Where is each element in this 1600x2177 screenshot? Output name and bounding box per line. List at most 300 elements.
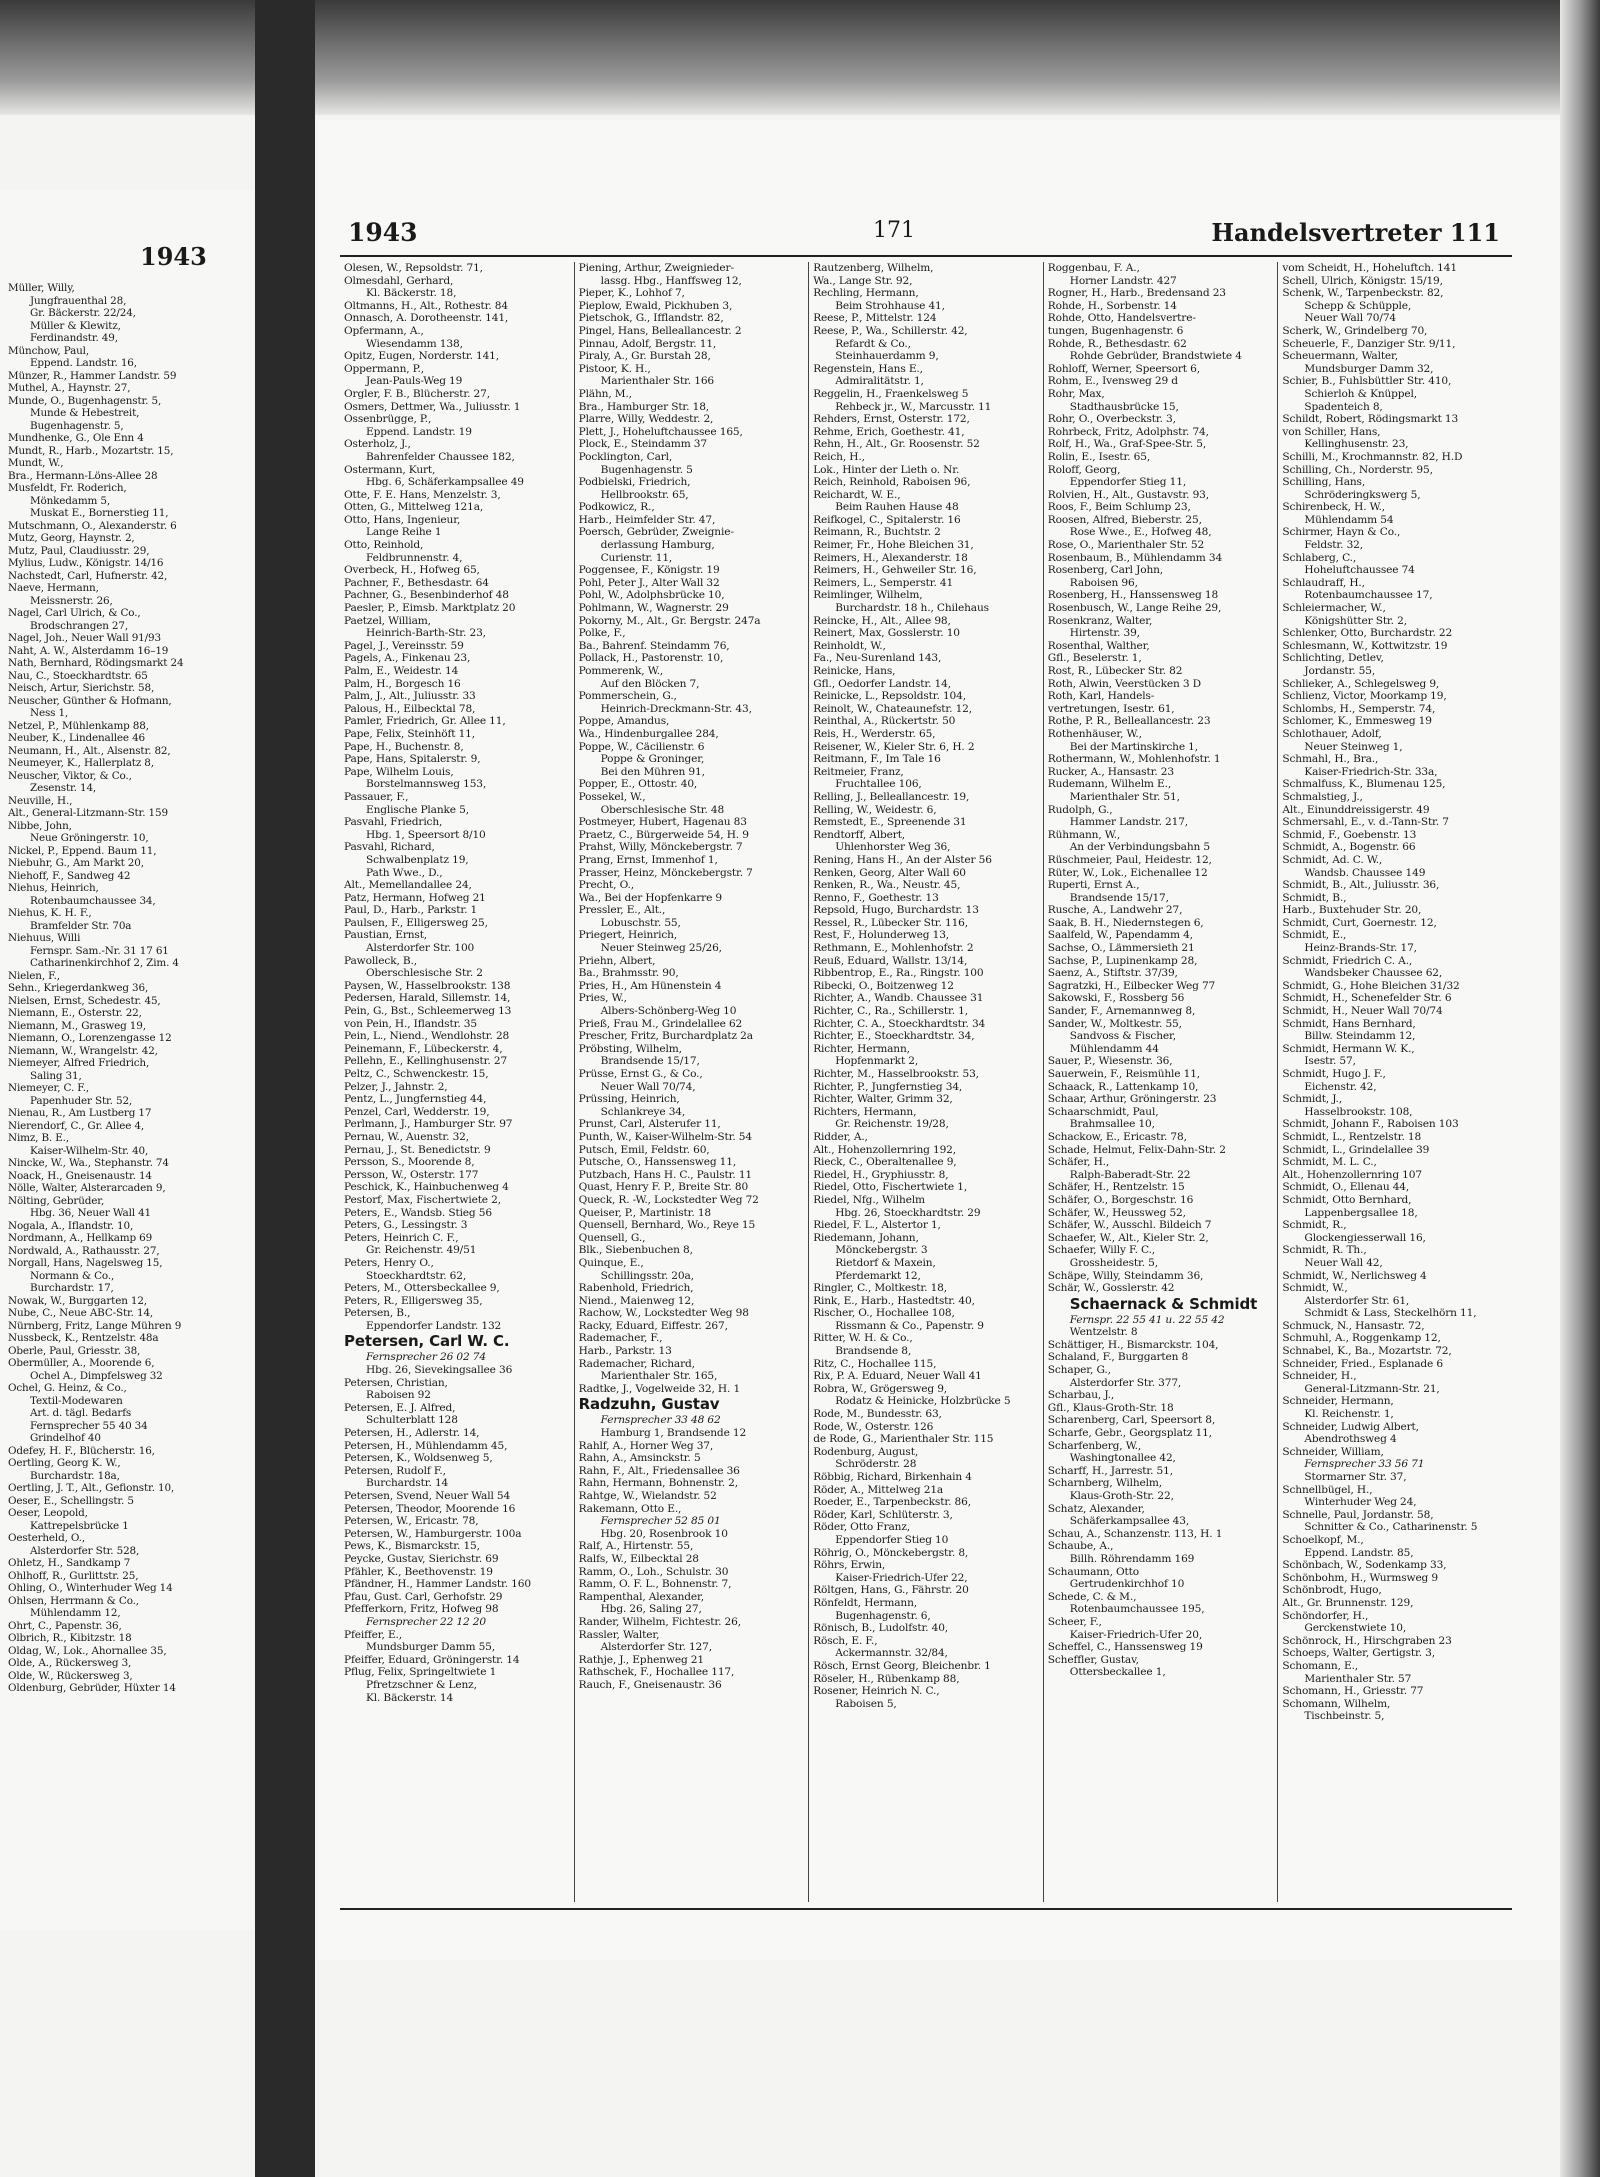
directory-entry: Rosenkranz, Walter, [1047, 614, 1153, 627]
directory-entry: Rosenberg, Carl John, [1047, 564, 1164, 577]
directory-entry: Burchardstr. 18 h., Chilehaus [835, 602, 989, 615]
directory-entry: Harb., Buxtehuder Str. 20, [1282, 904, 1422, 917]
directory-entry: Roloff, Georg, [1047, 463, 1121, 476]
directory-entry: Pestorf, Max, Fischertwiete 2, [344, 1193, 501, 1206]
directory-entry: Prang, Ernst, Immenhof 1, [578, 853, 718, 866]
directory-entry: Hbg. 26, Sievekingsallee 36 [366, 1364, 513, 1377]
directory-entry: Schmidt, Curt, Goernestr. 12, [1282, 916, 1437, 929]
directory-entry: Ba., Bahrenf. Steindamm 76, [578, 639, 730, 652]
directory-entry: Raboisen 92 [366, 1389, 431, 1402]
directory-entry: Niemann, M., Grasweg 19, [8, 1019, 146, 1032]
directory-entry: Roth, Karl, Handels- [1047, 690, 1155, 703]
directory-entry: Schmidt, G., Hohe Bleichen 31/32 [1282, 979, 1460, 992]
directory-entry: Curienstr. 11, [600, 551, 673, 564]
directory-entry: Schomann, E., [1282, 1659, 1359, 1672]
directory-entry: Reimers, H., Gehweiler Str. 16, [813, 564, 977, 577]
directory-entry: Washingtonallee 42, [1069, 1452, 1176, 1465]
directory-entry: Schäfer, W., Ausschl. Bildeich 7 [1047, 1219, 1212, 1232]
directory-entry: Schulterblatt 128 [366, 1414, 458, 1427]
directory-entry: Scheer, F., [1047, 1615, 1102, 1628]
directory-column-1 [340, 262, 574, 1902]
directory-entry: Harb., Heimfelder Str. 47, [578, 513, 716, 526]
directory-entry: Ossenbrügge, P., [344, 413, 432, 426]
directory-entry: Ribecki, O., Boitzenweg 12 [813, 979, 954, 992]
directory-entry: Sagratzki, H., Eilbecker Weg 77 [1047, 979, 1216, 992]
directory-entry: Reinicke, Hans, [813, 665, 896, 677]
directory-entry: Schönrock, H., Hirschgraben 23 [1282, 1634, 1452, 1647]
directory-entry: Pfähler, K., Beethovenstr. 19 [344, 1565, 493, 1578]
directory-entry: Rüter, W., Lok., Eichenallee 12 [1047, 866, 1208, 879]
directory-entry: Gfl., Klaus-Groth-Str. 18 [1047, 1401, 1174, 1414]
directory-entry: Brodschrangen 27, [30, 619, 128, 632]
directory-entry: Schär, W., Gosslerstr. 42 [1047, 1282, 1175, 1295]
directory-entry: Pein, L., Niend., Wendlohstr. 28 [344, 1030, 510, 1043]
directory-entry: Musfeldt, Fr. Roderich, [8, 482, 127, 494]
directory-entry: Naht, A. W., Alsterdamm 16–19 [8, 644, 169, 657]
directory-entry: Mutz, Georg, Haynstr. 2, [8, 532, 135, 544]
directory-entry: Peycke, Gustav, Sierichstr. 69 [344, 1552, 499, 1565]
directory-entry: Catharinenkirchhof 2, Zim. 4 [30, 957, 179, 969]
directory-entry: Königshütter Str. 2, [1304, 614, 1407, 627]
directory-entry: Olde, W., Rückersweg 3, [8, 1669, 133, 1682]
directory-entry: Schmidt, J., [1282, 1093, 1342, 1106]
directory-entry: Schmidt, R., [1282, 1219, 1347, 1232]
directory-entry: Radtke, J., Vogelweide 32, H. 1 [578, 1382, 741, 1395]
directory-entry: Polke, F., [578, 627, 626, 640]
directory-entry: Schmidt, Friedrich C. A., [1282, 954, 1413, 967]
directory-entry: Hbg. 1, Speersort 8/10 [366, 828, 486, 841]
directory-entry: Rotenbaumchaussee 34, [30, 894, 156, 907]
directory-entry: Mutschmann, O., Alexanderstr. 6 [8, 519, 177, 532]
directory-entry: Sauerwein, F., Reismühle 11, [1047, 1068, 1201, 1080]
directory-entry: Reincke, H., Alt., Allee 98, [813, 614, 951, 627]
directory-entry: Ohling, O., Winterhuder Weg 14 [8, 1582, 173, 1594]
directory-entry: Pflug, Felix, Springeltwiete 1 [344, 1666, 497, 1679]
directory-entry: Pressler, E., Alt., [578, 904, 666, 917]
directory-entry: Palm, E., Weidestr. 14 [344, 665, 459, 677]
directory-entry: Fernsprecher 52 85 01 [600, 1515, 721, 1528]
directory-entry: Richter, E., Stoeckhardtstr. 34, [813, 1030, 975, 1043]
directory-entry: Ruperti, Ernst A., [1047, 879, 1140, 892]
directory-entry: Reimann, R., Buchtstr. 2 [813, 526, 941, 539]
directory-entry: Pape, Wilhelm Louis, [344, 765, 454, 778]
directory-entry: Rink, E., Harb., Hastedtstr. 40, [813, 1294, 975, 1307]
directory-entry: Rohrbeck, Fritz, Adolphstr. 74, [1047, 425, 1209, 438]
directory-entry: Bugenhagenstr. 5, [30, 419, 124, 432]
directory-entry: Olmesdahl, Gerhard, [344, 274, 454, 287]
directory-entry: Reich, Reinhold, Raboisen 96, [813, 476, 971, 489]
directory-entry: Putsche, O., Hanssensweg 11, [578, 1156, 737, 1169]
directory-entry: Schneider, Hermann, [1282, 1395, 1394, 1408]
directory-entry: Rotenbaumchaussee 17, [1304, 589, 1433, 602]
directory-entry: Rohde, H., Sorbenstr. 14 [1047, 299, 1177, 312]
directory-entry: Niemann, E., Osterstr. 22, [8, 1007, 142, 1019]
directory-entry: Beim Strohhause 41, [835, 299, 945, 312]
directory-entry: Peschick, K., Hainbuchenweg 4 [344, 1181, 509, 1194]
directory-entry: Nierendorf, C., Gr. Allee 4, [8, 1119, 145, 1132]
directory-entry: Schmidt, Ad. C. W., [1282, 853, 1383, 866]
directory-entry: Schlothauer, Adolf, [1282, 727, 1382, 740]
directory-entry: Oeser, Leopold, [8, 1507, 88, 1519]
directory-entry: Reggelin, H., Fraenkelsweg 5 [813, 387, 969, 400]
directory-entry: Petersen, W., Ericastr. 78, [344, 1515, 479, 1528]
directory-entry: Saalfeld, W., Papendamm 4, [1047, 929, 1193, 942]
directory-entry: Schmidt, B., Alt., Juliusstr. 36, [1282, 879, 1440, 892]
directory-entry: Noack, H., Gneisenaustr. 14 [8, 1169, 152, 1182]
directory-entry: Beim Rauhen Hause 48 [835, 501, 959, 514]
directory-entry: Fernspr. 22 55 41 u. 22 55 42 [1069, 1313, 1225, 1326]
directory-entry: Pelzer, J., Jahnstr. 2, [344, 1080, 448, 1093]
directory-entry: Otto, Hans, Ingenieur, [344, 513, 461, 526]
directory-entry: Schackow, E., Ericastr. 78, [1047, 1130, 1187, 1143]
directory-entry: Schaarschmidt, Paul, [1047, 1105, 1159, 1118]
directory-entry: Hoheluftchaussee 74 [1304, 564, 1415, 577]
directory-entry: Nordwald, A., Rathausstr. 27, [8, 1244, 160, 1257]
directory-entry: Schmid, F., Goebenstr. 13 [1282, 828, 1417, 841]
directory-entry: Alt., Hohenzollernring 107 [1282, 1168, 1422, 1181]
directory-entry: Kl. Bäckerstr. 18, [366, 287, 457, 300]
directory-entry: Schneider, William, [1282, 1445, 1384, 1458]
directory-entry: Stormarner Str. 37, [1304, 1471, 1407, 1483]
directory-entry: Schmidt, O., Ellenau 44, [1282, 1181, 1410, 1194]
directory-entry: Lappenbergsallee 18, [1304, 1206, 1418, 1219]
directory-entry: Opfermann, A., [344, 324, 424, 337]
directory-entry: Alt., Hohenzollernring 192, [813, 1143, 956, 1156]
directory-entry: Wandsbeker Chaussee 62, [1304, 967, 1443, 980]
directory-entry: Oberschlesische Str. 2 [366, 967, 483, 980]
directory-entry: Rost, R., Lübecker Str. 82 [1047, 665, 1183, 677]
directory-entry: Rehders, Ernst, Osterstr. 172, [813, 413, 970, 426]
directory-entry: Brandsende 8, [835, 1345, 912, 1358]
directory-entry: Neuer Wall 70/74, [600, 1080, 696, 1093]
directory-entry: Olbrich, R., Kibitzstr. 18 [8, 1632, 132, 1644]
header-rule [340, 255, 1512, 257]
directory-entry: Ribbentrop, E., Ra., Ringstr. 100 [813, 967, 984, 980]
directory-entry: Scharnberg, Wilhelm, [1047, 1477, 1163, 1490]
directory-entry: Eppend. Landstr. 19 [366, 425, 472, 438]
directory-entry: Borstelmannsweg 153, [366, 778, 487, 791]
directory-entry: Putsch, Emil, Feldstr. 60, [578, 1143, 710, 1156]
directory-entry: Neumeyer, K., Hallerplatz 8, [8, 757, 154, 769]
directory-entry: Ritter, W. H. & Co., [813, 1332, 913, 1345]
directory-entry: Schaernack & Schmidt [1069, 1294, 1258, 1313]
directory-entry: Rendtorff, Albert, [813, 828, 906, 841]
directory-entry: Schnabel, K., Ba., Mozartstr. 72, [1282, 1345, 1452, 1358]
directory-entry: Gerckenstwiete 10, [1304, 1622, 1407, 1635]
directory-entry: Pohlmann, W., Wagnerstr. 29 [578, 602, 729, 615]
directory-entry: Klaus-Groth-Str. 22, [1069, 1490, 1174, 1502]
directory-entry: Wandsb. Chaussee 149 [1304, 866, 1426, 879]
directory-entry: Pfretzschner & Lenz, [366, 1678, 477, 1691]
directory-entry: Scheuerle, F., Danziger Str. 9/11, [1282, 337, 1456, 350]
directory-entry: Schomann, H., Griesstr. 77 [1282, 1685, 1424, 1698]
directory-entry: Schenk, W., Tarpenbeckstr. 82, [1282, 287, 1444, 300]
directory-entry: Relling, J., Belleallancestr. 19, [813, 790, 970, 803]
directory-entry: Nussbeck, K., Rentzelstr. 48a [8, 1332, 159, 1344]
directory-entry: Schlombs, H., Semperstr. 74, [1282, 702, 1436, 715]
directory-entry: Sachse, O., Lämmersieth 21 [1047, 942, 1195, 955]
directory-entry: Neumann, H., Alt., Alsenstr. 82, [8, 744, 171, 757]
directory-entry: Schäpe, Willy, Steindamm 36, [1047, 1269, 1204, 1282]
directory-entry: Oldenburg, Gebrüder, Hüxter 14 [8, 1682, 176, 1694]
directory-entry: Poggensee, F., Königstr. 19 [578, 564, 720, 577]
directory-entry: Pocklington, Carl, [578, 450, 673, 463]
directory-entry: Mönckebergstr. 3 [835, 1244, 928, 1257]
directory-entry: Schoeps, Walter, Gertigstr. 3, [1282, 1647, 1435, 1660]
directory-entry: Ottersbeckallee 1, [1069, 1666, 1166, 1679]
directory-entry: Podbielski, Friedrich, [578, 476, 691, 489]
directory-entry: Pasvahl, Richard, [344, 841, 435, 854]
directory-entry: Pries, H., Am Hünenstein 4 [578, 979, 722, 992]
directory-entry: Pinnau, Adolf, Bergstr. 11, [578, 337, 717, 350]
directory-entry: Burchardstr. 14 [366, 1477, 449, 1490]
directory-entry: Precht, O., [578, 879, 634, 892]
directory-entry: Nickel, P., Eppend. Baum 11, [8, 844, 157, 857]
directory-entry: Regenstein, Hans E., [813, 362, 923, 375]
directory-entry: Netzel, P., Mühlenkamp 88, [8, 719, 149, 732]
directory-entry: Osterholz, J., [344, 438, 411, 451]
directory-entry: Schier, B., Fuhlsbüttler Str. 410, [1282, 375, 1452, 388]
directory-entry: Marienthaler Str. 57 [1304, 1672, 1412, 1685]
left-page [0, 190, 255, 1930]
directory-entry: Mundsburger Damm 55, [366, 1641, 495, 1654]
directory-entry: Peters, E., Wandsb. Stieg 56 [344, 1206, 492, 1219]
directory-entry: Rusche, A., Landwehr 27, [1047, 904, 1183, 917]
directory-entry: Poppe, W., Cäcilienstr. 6 [578, 740, 705, 753]
directory-entry: Jean-Pauls-Weg 19 [366, 375, 463, 388]
directory-entry: Piraly, A., Gr. Burstah 28, [578, 350, 711, 363]
directory-entry: Rothe, P. R., Belleallancestr. 23 [1047, 715, 1211, 728]
directory-entry: Marienthaler Str. 166 [600, 375, 715, 388]
directory-entry: Opitz, Eugen, Norderstr. 141, [344, 350, 499, 363]
directory-entry: Niehuus, Willi [8, 932, 81, 944]
directory-entry: Eichenstr. 42, [1304, 1080, 1377, 1093]
directory-entry: Textil-Modewaren [30, 1394, 123, 1407]
directory-entry: Schmersahl, E., v. d.-Tann-Str. 7 [1282, 816, 1449, 829]
directory-entry: Mönkedamm 5, [30, 494, 111, 507]
directory-entry: Rehbeck jr., W., Marcusstr. 11 [835, 400, 992, 413]
directory-entry: Rabenhold, Friedrich, [578, 1282, 694, 1295]
directory-entry: Paulsen, F., Elligersweg 25, [344, 916, 488, 929]
directory-entry: Schneider, Fried., Esplanade 6 [1282, 1357, 1443, 1370]
directory-entry: Scheuermann, Walter, [1282, 350, 1399, 363]
directory-entry: Münchow, Paul, [8, 344, 89, 357]
directory-entry: Olde, A., Rückersweg 3, [8, 1657, 132, 1669]
directory-entry: Rohde, R., Bethesdastr. 62 [1047, 337, 1187, 350]
directory-entry: Müller, Willy, [8, 282, 75, 294]
directory-entry: Schlienz, Victor, Moorkamp 19, [1282, 690, 1447, 703]
directory-entry: Schmidt, R. Th., [1282, 1244, 1367, 1257]
directory-entry: Pagels, A., Finkenau 23, [344, 652, 471, 665]
directory-entry: Poppe, Amandus, [578, 715, 670, 728]
directory-entry: Hopfenmarkt 2, [835, 1055, 919, 1068]
directory-entry: Nath, Bernhard, Rödingsmarkt 24 [8, 657, 184, 669]
directory-entry: Fernspr. Sam.-Nr. 31 17 61 [30, 944, 169, 957]
directory-entry: Rösch, E. F., [813, 1634, 878, 1647]
directory-entry: Ferdinandstr. 49, [30, 332, 118, 344]
directory-entry: Ralfs, W., Eilbecktal 28 [578, 1552, 699, 1565]
directory-entry: Rüschmeier, Paul, Heidestr. 12, [1047, 853, 1212, 866]
directory-entry: Quast, Henry F. P., Breite Str. 80 [578, 1181, 749, 1194]
directory-entry: Rose Wwe., E., Hofweg 48, [1069, 526, 1212, 539]
directory-entry: Penzel, Carl, Wedderstr. 19, [344, 1105, 490, 1118]
directory-entry: Rosenbusch, W., Lange Reihe 29, [1047, 602, 1222, 615]
directory-entry: Röhrig, O., Mönckebergstr. 8, [813, 1546, 969, 1559]
directory-entry: Relling, W., Weidestr. 6, [813, 803, 937, 816]
scan-top-shadow [0, 0, 1600, 115]
directory-entry: Kellinghusenstr. 23, [1304, 438, 1409, 451]
directory-entry: Rudemann, Wilhelm E., [1047, 778, 1172, 791]
directory-entry: Alt., General-Litzmann-Str. 159 [8, 807, 168, 819]
directory-entry: Renken, Georg, Alter Wall 60 [813, 866, 966, 879]
directory-entry: Röder, A., Mittelweg 21a [813, 1483, 944, 1496]
directory-entry: Schillingsstr. 20a, [600, 1269, 694, 1282]
directory-entry: Riedel, Otto, Fischertwiete 1, [813, 1181, 968, 1194]
directory-entry: Mutz, Paul, Claudiusstr. 29, [8, 544, 150, 557]
directory-entry: Oertling, Georg K. W., [8, 1457, 121, 1469]
directory-entry: Ridder, A., [813, 1130, 868, 1143]
directory-entry: Marienthaler Str. 165, [600, 1370, 718, 1383]
directory-entry: Rahtge, W., Wielandstr. 52 [578, 1490, 717, 1502]
directory-entry: Otten, G., Mittelweg 121a, [344, 501, 484, 514]
directory-entry: Peters, Henry O., [344, 1256, 434, 1269]
directory-entry: Rühmann, W., [1047, 828, 1121, 841]
directory-entry: Schomann, Wilhelm, [1282, 1697, 1391, 1710]
directory-entry: Punth, W., Kaiser-Wilhelm-Str. 54 [578, 1130, 752, 1143]
directory-entry: An der Verbindungsbahn 5 [1069, 841, 1211, 854]
directory-entry: Rösch, Ernst Georg, Bleichenbr. 1 [813, 1659, 991, 1672]
directory-entry: Feldstr. 32, [1304, 539, 1363, 552]
directory-entry: Palm, H., Borgesch 16 [344, 677, 461, 690]
directory-entry: Heinrich-Barth-Str. 23, [366, 627, 486, 640]
directory-entry: Eppendorfer Landstr. 132 [366, 1319, 502, 1332]
directory-entry: Reese, P., Mittelstr. 124 [813, 312, 937, 325]
directory-entry: Kaiser-Friedrich-Ufer 22, [835, 1571, 968, 1584]
directory-entry: Prüssing, Heinrich, [578, 1093, 680, 1106]
directory-entry: Schmidt & Lass, Steckelhörn 11, [1304, 1307, 1477, 1320]
directory-entry: Ochel, G. Heinz, & Co., [8, 1382, 127, 1394]
directory-entry: Reifkogel, C., Spitalerstr. 16 [813, 513, 961, 526]
directory-entry: Winterhuder Weg 24, [1304, 1496, 1417, 1509]
directory-entry: Zesenstr. 14, [30, 782, 97, 794]
directory-entry: Sehn., Kriegerdankweg 36, [8, 982, 149, 994]
directory-entry: Rohm, E., Ivensweg 29 d [1047, 375, 1178, 388]
directory-entry: Reinholdt, W., [813, 639, 886, 652]
directory-entry: Palm, J., Alt., Juliusstr. 33 [344, 690, 476, 703]
directory-entry: Petersen, K., Woldsenweg 5, [344, 1452, 493, 1465]
directory-entry: Rietdorf & Maxein, [835, 1256, 936, 1269]
directory-entry: Reitmann, F., Im Tale 16 [813, 753, 941, 766]
directory-entry: Bei den Mühren 91, [600, 765, 705, 778]
directory-entry: Onnasch, A. Dorotheenstr. 141, [344, 312, 509, 325]
directory-entry: Fernsprecher 55 40 34 [30, 1419, 148, 1432]
directory-entry: Richter, C. A., Stoeckhardtstr. 34 [813, 1017, 986, 1030]
directory-entry: Peinemann, F., Lübeckerstr. 4, [344, 1042, 503, 1055]
directory-entry: Gfl., Beselerstr. 1, [1047, 652, 1142, 665]
directory-entry: Rachow, W., Lockstedter Weg 98 [578, 1307, 749, 1320]
directory-entry: Petersen, Theodor, Moorende 16 [344, 1502, 516, 1515]
directory-entry: Passauer, F., [344, 790, 409, 803]
directory-entry: Reich, H., [813, 450, 865, 463]
directory-entry: Neuscher, Viktor, & Co., [8, 769, 132, 782]
directory-entry: Schättiger, H., Bismarckstr. 104, [1047, 1338, 1219, 1351]
directory-entry: Heinz-Brands-Str. 17, [1304, 942, 1417, 955]
directory-entry: Schäfer, O., Borgeschstr. 16 [1047, 1193, 1194, 1206]
directory-entry: Scheffler, Gustav, [1047, 1653, 1139, 1666]
directory-entry: Röseler, H., Rübenkamp 88, [813, 1672, 960, 1685]
directory-entry: Schlaudraff, H., [1282, 576, 1365, 589]
directory-entry: Ohrt, C., Papenstr. 36, [8, 1619, 122, 1632]
directory-entry: Rieck, C., Oberaltenallee 9, [813, 1156, 957, 1169]
directory-entry: Reimer, Fr., Hohe Bleichen 31, [813, 539, 974, 552]
directory-entry: Burchardstr. 17, [30, 1282, 114, 1294]
directory-entry: Hasselbrookstr. 108, [1304, 1105, 1413, 1118]
directory-entry: Hbg. 6, Schäferkampsallee 49 [366, 476, 524, 489]
directory-entry: Obermüller, A., Moorende 6, [8, 1357, 155, 1369]
directory-entry: Nienau, R., Am Lustberg 17 [8, 1107, 152, 1119]
directory-entry: Mundsburger Damm 32, [1304, 362, 1434, 375]
directory-entry: Neue Gröningerstr. 10, [30, 832, 149, 844]
running-head [318, 218, 1560, 250]
directory-entry: Reichardt, W. E., [813, 488, 901, 501]
directory-entry: Müller & Klewitz, [30, 319, 121, 332]
directory-column-3 [808, 262, 1043, 1902]
directory-entry: Ness 1, [30, 707, 69, 719]
directory-entry: Pferdemarkt 12, [835, 1269, 921, 1282]
directory-entry: Racky, Eduard, Eiffestr. 267, [578, 1319, 728, 1332]
directory-entry: Refardt & Co., [835, 337, 911, 350]
directory-entry: Ralf, A., Hirtenstr. 55, [578, 1540, 694, 1553]
directory-entry: Schönbohm, H., Wurmsweg 9 [1282, 1571, 1438, 1584]
directory-entry: Praetz, C., Bürgerweide 54, H. 9 [578, 828, 749, 841]
directory-entry: Raboisen 96, [1069, 576, 1138, 589]
directory-entry: Schlaberg, C., [1282, 551, 1357, 564]
directory-entry: Petersen, W., Hamburgerstr. 100a [344, 1527, 522, 1540]
directory-entry: Niend., Maienweg 12, [578, 1294, 695, 1307]
directory-entry: Grindelhof 40 [30, 1432, 101, 1444]
directory-entry: Pape, Felix, Steinhöft 11, [344, 727, 475, 740]
directory-entry: Schmidt, L., Rentzelstr. 18 [1282, 1130, 1422, 1143]
directory-entry: Pews, K., Bismarckstr. 15, [344, 1540, 480, 1553]
footer-rule [340, 1908, 1512, 1910]
directory-entry: Brandsende 15/17, [1069, 891, 1169, 904]
directory-entry: Pietschok, G., Ifflandstr. 82, [578, 312, 724, 325]
directory-entry: Pieplow, Ewald, Pickhuben 3, [578, 299, 733, 312]
directory-entry: Roth, Alwin, Veerstücken 3 D [1047, 677, 1202, 690]
directory-entry: Schmidt, A., Bogenstr. 66 [1282, 841, 1416, 854]
directory-entry: Alsterdorfer Str. 377, [1069, 1376, 1182, 1389]
directory-entry: Schmidt, B., [1282, 891, 1347, 904]
directory-entry: Schäferkampsallee 43, [1069, 1515, 1190, 1528]
directory-entry: Tischbeinstr. 5, [1304, 1710, 1385, 1723]
directory-entry: Paysen, W., Hasselbrookstr. 138 [344, 979, 511, 992]
directory-entry: Stoeckhardtstr. 62, [366, 1269, 467, 1282]
directory-entry: Pieper, K., Lohhof 7, [578, 287, 685, 300]
directory-entry: Schönbach, W., Sodenkamp 33, [1282, 1559, 1447, 1572]
directory-entry: Oesterheld, O., [8, 1532, 85, 1544]
directory-entry: Overbeck, H., Hofweg 65, [344, 564, 480, 577]
directory-entry: Hammer Landstr. 217, [1069, 816, 1188, 829]
directory-entry: Pfeiffer, E., [344, 1628, 402, 1641]
directory-entry: Jordanstr. 55, [1304, 665, 1376, 677]
directory-entry: Path Wwe., D., [366, 866, 443, 879]
directory-entry: Pein, G., Bst., Schleemerweg 13 [344, 1005, 512, 1018]
directory-entry: Norgall, Hans, Nagelsweg 15, [8, 1257, 163, 1269]
directory-entry: Riedel, F. L., Alstertor 1, [813, 1219, 941, 1232]
directory-entry: Persson, W., Osterstr. 177 [344, 1168, 479, 1181]
directory-entry: Spadenteich 8, [1304, 400, 1383, 413]
directory-entry: Quinque, E., [578, 1256, 644, 1269]
